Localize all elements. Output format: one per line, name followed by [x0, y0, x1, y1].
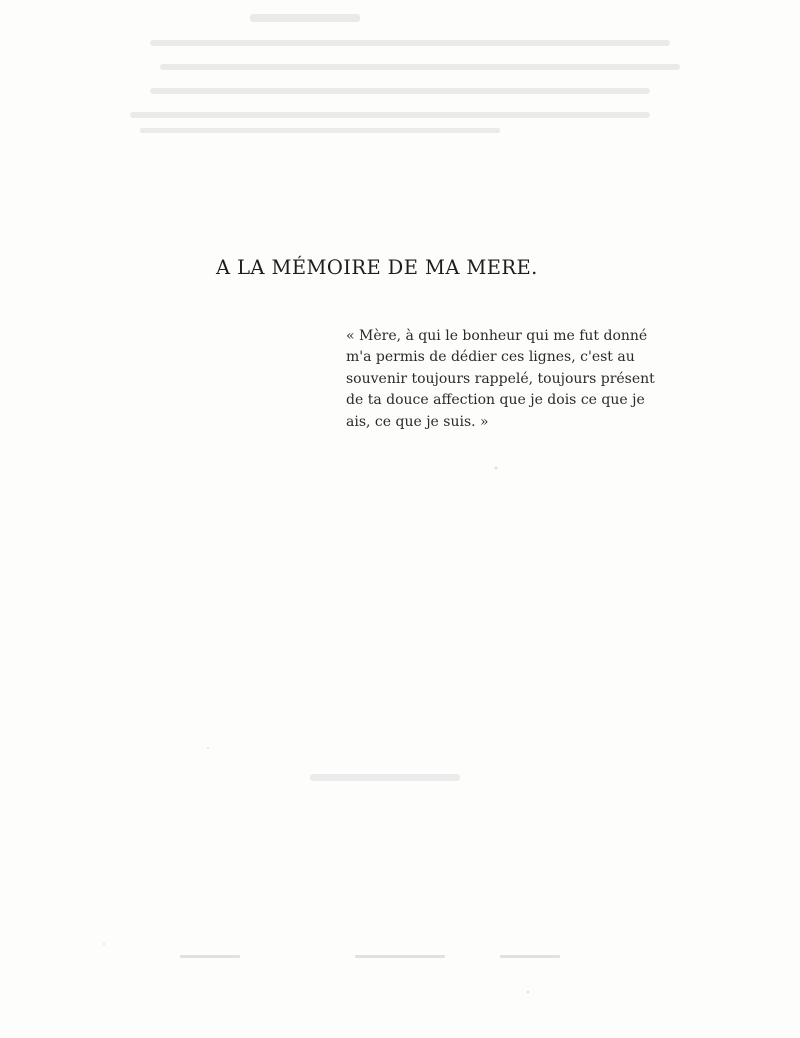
page-title: A LA MÉMOIRE DE MA MERE.	[216, 256, 538, 279]
epigraph-quote	[346, 326, 655, 433]
epigraph-line: m'a permis de dédier ces lignes, c'est au	[346, 349, 635, 366]
epigraph-line: souvenir toujours rappelé, toujours présent	[346, 370, 655, 387]
epigraph-line: « Mère, à qui le bonheur qui me fut donné	[346, 328, 648, 344]
epigraph-line: ais, ce que je suis. »	[346, 413, 489, 430]
epigraph-line: de ta douce affection que je dois ce que je	[346, 392, 645, 409]
